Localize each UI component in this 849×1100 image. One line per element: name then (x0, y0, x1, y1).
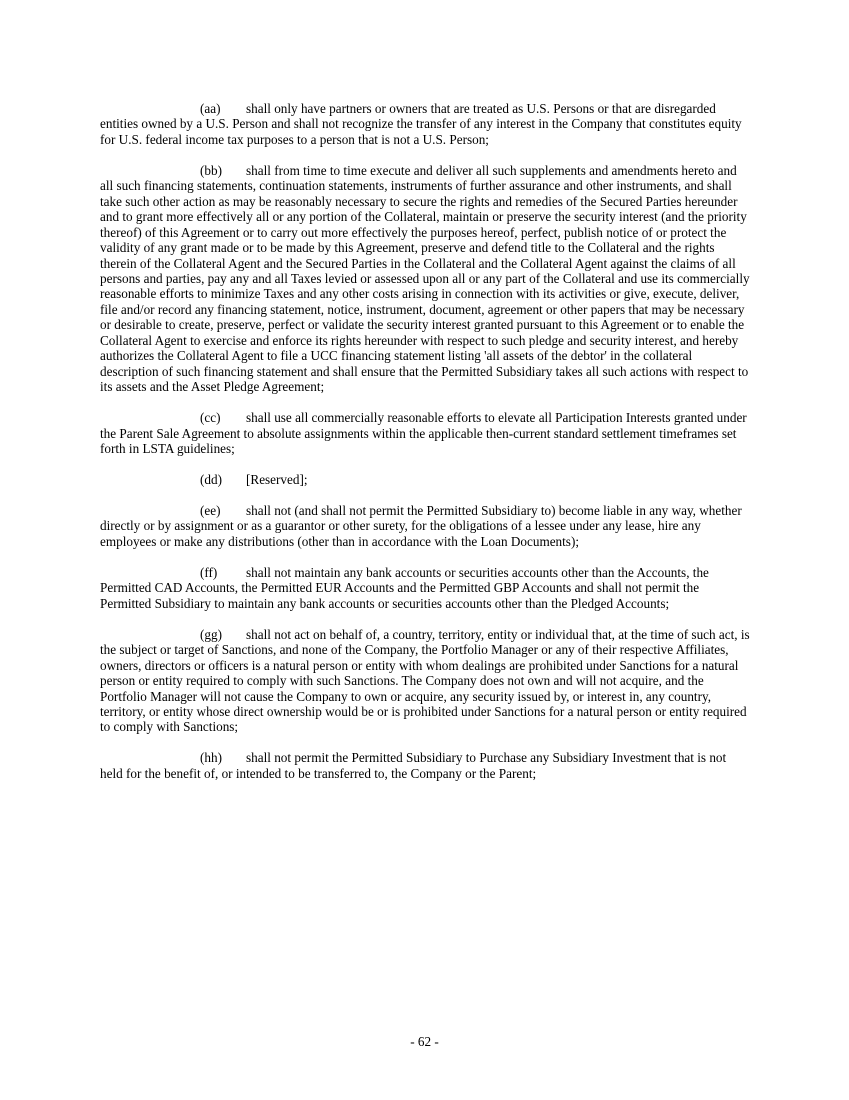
clause-hh (100, 750, 750, 781)
clause-number: (dd) (200, 472, 222, 488)
clause-text: shall not (and shall not permit the Permitted Subsidiary to) become liable in any way, whether directly or by assignment or as a guarantor or other surety, for the obligations of a lessee under any lease, hire any employees or make any distributions (other than in accordance with the Loan Documents); (100, 502, 742, 549)
clause-number: (aa) (200, 101, 221, 116)
document-body (100, 101, 750, 797)
clause-aa (100, 101, 750, 147)
clause-number: (ff) (200, 564, 218, 580)
clause-number: (ee) (200, 502, 221, 518)
clause-ee (100, 503, 750, 549)
clause-dd (100, 472, 750, 487)
clause-text: shall not maintain any bank accounts or securities accounts other than the Accounts, the Permitted CAD Accounts, the Permitted EUR Accounts and the Permitted GBP Accounts and shall not permit the Permitted Subsidiary to maintain any bank accounts or securities accounts other than the Pledged Accounts; (100, 564, 709, 611)
clause-number: (hh) (200, 750, 222, 766)
clause-text: [Reserved]; (246, 472, 308, 488)
page-number: - 62 - (410, 1034, 439, 1049)
clause-ff (100, 565, 750, 611)
clause-text: shall not act on behalf of, a country, territory, entity or individual that, at the time of such act, is the subject or target of Sanctions, and none of the Company, the Portfolio Manager or any of their respective Affiliates, owners, directors or officers is a natural person or entity with whom dealings are prohibited under Sanctions for a natural person or entity required to comply with such Sanctions. The Company does not own and will not acquire, and the Portfolio Manager will not cause the Company to own or acquire, any security issued by, or interest in, any country, territory, or entity whose direct ownership would be or is prohibited under Sanctions for a natural person or entity required to comply with Sanctions; (100, 626, 750, 735)
clause-number: (gg) (200, 626, 222, 642)
clause-gg (100, 627, 750, 735)
clause-text: shall only have partners or owners that are treated as U.S. Persons or that are disregarded entities owned by a U.S. Person and shall not recognize the transfer of any interest in the Company that constitutes equity for U.S. federal income tax purposes to a person that is not a U.S. Person; (100, 101, 742, 147)
clause-bb (100, 163, 750, 395)
clause-cc (100, 410, 750, 456)
clause-text: shall use all commercially reasonable efforts to elevate all Participation Interests granted under the Parent Sale Agreement to absolute assignments within the applicable then-current standard settlement timeframes set forth in LSTA guidelines; (100, 410, 747, 457)
clause-text: shall from time to time execute and deliver all such supplements and amendments hereto and all such financing statements, continuation statements, instruments of further assurance and other instruments, and shall take such other action as may be reasonably necessary to secure the rights and remedies of the Secured Parties hereunder and to grant more effectively all or any portion of the Collateral, maintain or preserve the security interest (and the priority thereof) of this Agreement or to carry out more effectively the purposes hereof, perfect, publish notice of or protect the validity of any grant made or to be made by this Agreement, preserve and defend title to the Collateral and the rights therein of the Collateral Agent and the Secured Parties in the Collateral and the Collateral Agent against the claims of all persons and parties, pay any and all Taxes levied or assessed upon all or any part of the Collateral and use its commercially reasonable efforts to minimize Taxes and any other costs arising in connection with its activities or give, execute, deliver, file and/or record any financing statement, notice, instrument, document, agreement or other papers that may be necessary or desirable to create, preserve, perfect or validate the security interest granted pursuant to this Agreement or to enable the Collateral Agent to exercise and enforce its rights hereunder with respect to such pledge and security interest, and hereby authorizes the Collateral Agent to file a UCC financing statement listing 'all assets of the debtor' in the collateral description of such financing statement and shall ensure that the Permitted Subsidiary takes all such actions with respect to its assets and the Asset Pledge Agreement; (100, 162, 750, 395)
clause-text: shall not permit the Permitted Subsidiary to Purchase any Subsidiary Investment that is not held for the benefit of, or intended to be transferred to, the Company or the Parent; (100, 750, 727, 781)
clause-number: (bb) (200, 162, 222, 178)
clause-number: (cc) (200, 410, 221, 426)
